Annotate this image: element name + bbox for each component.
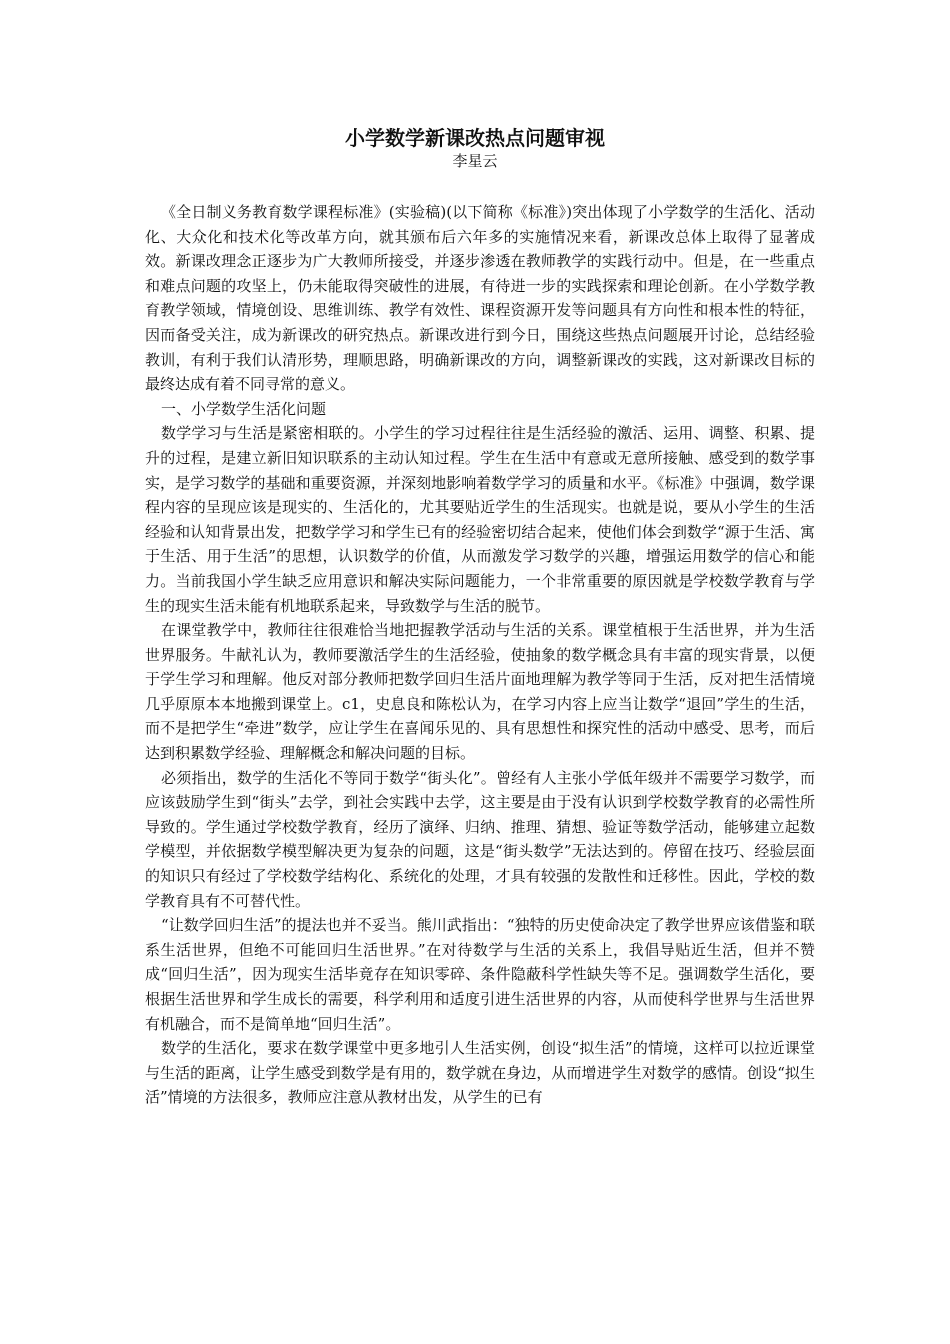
- paragraph: 数学学习与生活是紧密相联的。小学生的学习过程往往是生活经验的激活、运用、调整、积累、提升的过程，是建立新旧知识联系的主动认知过程。学生在生活中有意或无意所接触、感受到的数学事实，是学习数学的基础和重要资源，并深刻地影响着数学学习的质量和水平。《标准》中强调，数学课程内容的呈现应该是现实的、生活化的，尤其要贴近学生的生活现实。也就是说，要从小学生的生活经验和认知背景出发，把数学学习和学生已有的经验密切结合起来，使他们体会到数学“源于生活、寓于生活、用于生活”的思想，认识数学的价值，从而激发学习数学的兴趣，增强运用数学的信心和能力。当前我国小学生缺乏应用意识和解决实际问题能力，一个非常重要的原因就是学校数学教育与学生的现实生活未能有机地联系起来，导致数学与生活的脱节。: [145, 424, 815, 615]
- document-title: 小学数学新课改热点问题审视: [345, 126, 605, 150]
- paragraph: “让数学回归生活”的提法也并不妥当。熊川武指出：“独特的历史使命决定了教学世界应该借鉴和联系生活世界，但绝不可能回归生活世界。”在对待数学与生活的关系上，我倡导贴近生活，但并不赞成“回归生活”，因为现实生活毕竟存在知识零碎、条件隐蔽科学性缺失等不足。强调数学生活化，要根据生活世界和学生成长的需要，科学利用和适度引进生活世界的内容，从而使科学世界与生活世界有机融合，而不是简单地“回归生活”。: [145, 916, 815, 1033]
- paragraph: 数学的生活化，要求在数学课堂中更多地引人生活实例，创设“拟生活”的情境，这样可以拉近课堂与生活的距离，让学生感受到数学是有用的，数学就在身边，从而增进学生对数学的感情。创设“拟生活”情境的方法很多，教师应注意从教材出发，从学生的已有: [145, 1039, 815, 1107]
- paragraph: 必须指出，数学的生活化不等同于数学“街头化”。曾经有人主张小学低年级并不需要学习数学，而应该鼓励学生到“街头”去学，到社会实践中去学，这主要是由于没有认识到学校数学教育的必需性所导致的。学生通过学校数学教育，经历了演绎、归纳、推理、猜想、验证等数学活动，能够建立起数学模型，并依据数学模型解决更为复杂的问题，这是“街头数学”无法达到的。停留在技巧、经验层面的知识只有经过了学校数学结构化、系统化的处理，才具有较强的发散性和迁移性。因此，学校的数学教育具有不可替代性。: [145, 768, 815, 910]
- paragraph: 在课堂教学中，教师往往很难恰当地把握教学活动与生活的关系。课堂植根于生活世界，并为生活世界服务。牛献礼认为，教师要激活学生的生活经验，使抽象的数学概念具有丰富的现实背景，以便于学生学习和理解。他反对部分教师把数学回归生活片面地理解为教学等同于生活，反对把生活情境几乎原原本本地搬到课堂上。c1，史息良和陈松认为，在学习内容上应当让数学“退回”学生的生活，而不是把学生“牵进”数学，应让学生在喜闻乐见的、具有思想性和探究性的活动中感受、思考，而后达到积累数学经验、理解概念和解决问题的目标。: [145, 621, 815, 763]
- document-author: 李星云: [452, 152, 498, 170]
- section-heading: 一、小学数学生活化问题: [161, 399, 327, 418]
- document-body: [145, 200, 815, 1110]
- paragraph-intro: 《全日制义务教育数学课程标准》(实验稿)(以下简称《标准》)突出体现了小学数学的生活化、活动化、大众化和技术化等改革方向，就其颁布后六年多的实施情况来看，新课改总体上取得了显著成效。新课改理念正逐步为广大教师所接受，并逐步渗透在教师教学的实践行动中。但是，在一些重点和难点问题的攻坚上，仍未能取得突破性的进展，有待进一步的实践探索和理论创新。在小学数学教育教学领域，情境创设、思维训练、教学有效性、课程资源开发等问题具有方向性和根本性的特征，因而备受关注，成为新课改的研究热点。新课改进行到今日，围绕这些热点问题展开讨论，总结经验教训，有利于我们认清形势，理顺思路，明确新课改的方向，调整新课改的实践，这对新课改目标的最终达成有着不同寻常的意义。: [145, 203, 815, 394]
